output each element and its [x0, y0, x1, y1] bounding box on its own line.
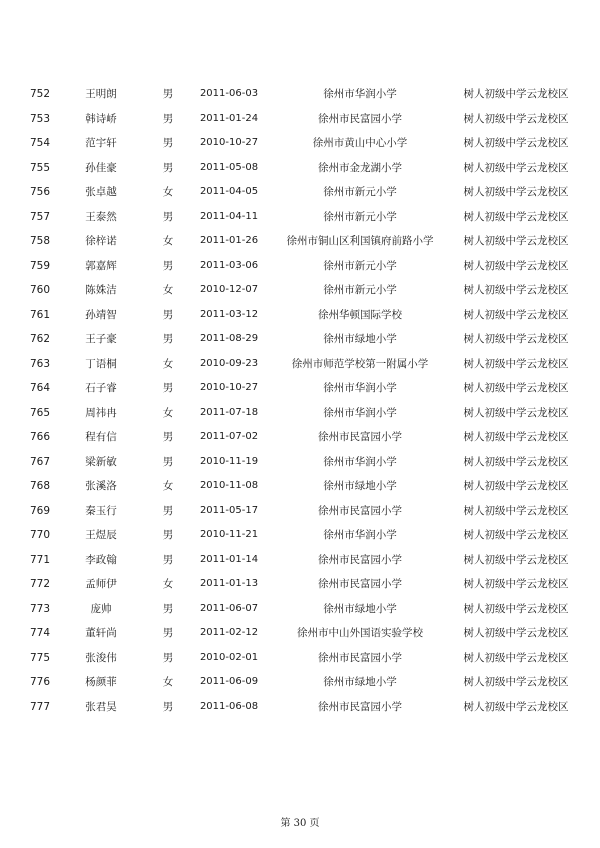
row-number: 757: [29, 210, 51, 223]
primary-school: 徐州市新元小学: [323, 186, 397, 198]
table-row: [0, 646, 600, 671]
assigned-school: 树人初级中学云龙校区: [463, 553, 569, 566]
primary-school: 徐州市绿地小学: [323, 480, 397, 492]
row-number: 762: [29, 333, 51, 345]
primary-school: 徐州市民富园小学: [318, 553, 402, 566]
birth-date: 2011-03-12: [199, 308, 259, 320]
student-gender: 男: [162, 308, 174, 321]
assigned-school: 树人初级中学云龙校区: [463, 627, 569, 639]
student-name: 丁语桐: [85, 357, 117, 370]
primary-school: 徐州市新元小学: [323, 259, 397, 272]
table-row: [0, 450, 600, 475]
primary-school: 徐州市华润小学: [323, 455, 397, 468]
primary-school: 徐州市民富园小学: [318, 112, 402, 125]
row-number: 776: [29, 676, 51, 688]
birth-date: 2010-02-01: [199, 651, 259, 663]
birth-date: 2011-04-11: [199, 210, 259, 222]
birth-date: 2011-05-08: [199, 161, 259, 173]
birth-date: 2011-07-02: [199, 431, 259, 442]
student-name: 石子睿: [85, 382, 117, 394]
assigned-school: 树人初级中学云龙校区: [463, 602, 569, 615]
student-gender: 男: [162, 210, 174, 223]
birth-date: 2011-05-17: [199, 504, 259, 516]
row-number: 756: [29, 186, 51, 198]
row-number: 759: [29, 259, 51, 272]
student-name: 张浚伟: [85, 651, 117, 664]
primary-school: 徐州市绿地小学: [323, 676, 397, 688]
student-gender: 女: [162, 357, 174, 370]
birth-date: 2011-03-06: [199, 259, 259, 271]
table-row: [0, 303, 600, 328]
assigned-school: 树人初级中学云龙校区: [463, 455, 569, 468]
row-number: 772: [29, 578, 51, 590]
primary-school: 徐州市中山外国语实验学校: [297, 627, 423, 639]
student-name: 郭嘉辉: [85, 259, 117, 272]
student-gender: 男: [162, 455, 174, 468]
row-number: 761: [29, 308, 51, 321]
primary-school: 徐州市铜山区利国镇府前路小学: [286, 235, 434, 247]
student-name: 周祎冉: [85, 406, 117, 419]
student-name: 董轩尚: [85, 627, 117, 639]
assigned-school: 树人初级中学云龙校区: [463, 406, 569, 419]
student-gender: 男: [162, 431, 174, 443]
assigned-school: 树人初级中学云龙校区: [463, 504, 569, 517]
birth-date: 2010-10-27: [199, 137, 259, 148]
primary-school: 徐州华顿国际学校: [318, 308, 402, 321]
student-name: 张君昊: [85, 700, 117, 713]
student-name: 范宇轩: [85, 137, 117, 149]
row-number: 752: [29, 88, 51, 100]
table-row: [0, 523, 600, 548]
birth-date: 2010-11-21: [199, 529, 259, 540]
row-number: 763: [29, 357, 51, 370]
student-name: 徐梓诺: [85, 235, 117, 247]
student-list: [0, 82, 600, 719]
table-row: [0, 621, 600, 646]
birth-date: 2011-06-09: [199, 676, 259, 687]
assigned-school: 树人初级中学云龙校区: [463, 112, 569, 125]
birth-date: 2011-01-13: [199, 578, 259, 589]
student-gender: 男: [162, 651, 174, 664]
assigned-school: 树人初级中学云龙校区: [463, 676, 569, 688]
student-gender: 女: [162, 186, 174, 198]
student-gender: 女: [162, 284, 174, 296]
row-number: 768: [29, 480, 51, 492]
primary-school: 徐州市师范学校第一附属小学: [291, 357, 429, 370]
primary-school: 徐州市新元小学: [323, 210, 397, 223]
student-gender: 女: [162, 480, 174, 492]
table-row: [0, 572, 600, 597]
student-name: 王明朗: [85, 88, 117, 100]
student-gender: 女: [162, 235, 174, 247]
primary-school: 徐州市华润小学: [323, 382, 397, 394]
student-gender: 男: [162, 161, 174, 174]
table-row: [0, 376, 600, 401]
primary-school: 徐州市华润小学: [323, 88, 397, 100]
assigned-school: 树人初级中学云龙校区: [463, 284, 569, 296]
page-number: 第 30 页: [280, 818, 320, 829]
student-name: 庞帅: [90, 602, 112, 615]
student-gender: 男: [162, 333, 174, 345]
table-row: [0, 474, 600, 499]
table-row: [0, 327, 600, 352]
table-row: [0, 107, 600, 132]
row-number: 773: [29, 602, 51, 615]
table-row: [0, 156, 600, 181]
birth-date: 2011-07-18: [199, 406, 259, 418]
student-gender: 男: [162, 112, 174, 125]
table-row: [0, 278, 600, 303]
table-row: [0, 548, 600, 573]
assigned-school: 树人初级中学云龙校区: [463, 333, 569, 345]
student-gender: 男: [162, 504, 174, 517]
student-gender: 男: [162, 627, 174, 639]
assigned-school: 树人初级中学云龙校区: [463, 210, 569, 223]
student-name: 张溪洛: [85, 480, 117, 492]
assigned-school: 树人初级中学云龙校区: [463, 431, 569, 443]
student-gender: 女: [162, 578, 174, 590]
assigned-school: 树人初级中学云龙校区: [463, 137, 569, 149]
primary-school: 徐州市华润小学: [323, 406, 397, 419]
student-gender: 男: [162, 529, 174, 541]
table-row: [0, 401, 600, 426]
assigned-school: 树人初级中学云龙校区: [463, 308, 569, 321]
row-number: 766: [29, 431, 51, 443]
birth-date: 2010-11-08: [199, 480, 259, 491]
birth-date: 2010-12-07: [199, 284, 259, 295]
student-name: 韩诗峤: [85, 112, 117, 125]
primary-school: 徐州市民富园小学: [318, 431, 402, 443]
primary-school: 徐州市新元小学: [323, 284, 397, 296]
table-row: [0, 180, 600, 205]
table-row: [0, 670, 600, 695]
student-gender: 男: [162, 382, 174, 394]
row-number: 774: [29, 627, 51, 639]
student-name: 王泰然: [85, 210, 117, 223]
assigned-school: 树人初级中学云龙校区: [463, 480, 569, 492]
primary-school: 徐州市民富园小学: [318, 651, 402, 664]
table-row: [0, 131, 600, 156]
row-number: 770: [29, 529, 51, 541]
primary-school: 徐州市民富园小学: [318, 578, 402, 590]
table-row: [0, 82, 600, 107]
student-name: 孙佳豪: [85, 161, 117, 174]
primary-school: 徐州市金龙湖小学: [318, 161, 402, 174]
table-row: [0, 597, 600, 622]
student-name: 张卓越: [85, 186, 117, 198]
birth-date: 2011-08-29: [199, 333, 259, 344]
assigned-school: 树人初级中学云龙校区: [463, 651, 569, 664]
student-gender: 男: [162, 137, 174, 149]
birth-date: 2010-09-23: [199, 357, 259, 369]
table-row: [0, 205, 600, 230]
student-name: 程有信: [85, 431, 117, 443]
birth-date: 2011-01-24: [199, 112, 259, 124]
table-row: [0, 352, 600, 377]
student-gender: 男: [162, 553, 174, 566]
row-number: 758: [29, 235, 51, 247]
row-number: 769: [29, 504, 51, 517]
table-row: [0, 229, 600, 254]
birth-date: 2011-04-05: [199, 186, 259, 197]
assigned-school: 树人初级中学云龙校区: [463, 529, 569, 541]
student-name: 杨颜菲: [85, 676, 117, 688]
birth-date: 2011-06-03: [199, 88, 259, 99]
table-row: [0, 425, 600, 450]
student-gender: 女: [162, 676, 174, 688]
assigned-school: 树人初级中学云龙校区: [463, 235, 569, 247]
student-name: 王子豪: [85, 333, 117, 345]
primary-school: 徐州市绿地小学: [323, 333, 397, 345]
student-gender: 男: [162, 700, 174, 713]
primary-school: 徐州市华润小学: [323, 529, 397, 541]
student-gender: 男: [162, 88, 174, 100]
primary-school: 徐州市民富园小学: [318, 504, 402, 517]
assigned-school: 树人初级中学云龙校区: [463, 259, 569, 272]
student-gender: 男: [162, 259, 174, 272]
row-number: 777: [29, 700, 51, 713]
student-name: 陈姝洁: [85, 284, 117, 296]
row-number: 753: [29, 112, 51, 125]
row-number: 765: [29, 406, 51, 419]
student-name: 孙靖智: [85, 308, 117, 321]
birth-date: 2011-06-08: [199, 700, 259, 712]
assigned-school: 树人初级中学云龙校区: [463, 382, 569, 394]
row-number: 755: [29, 161, 51, 174]
assigned-school: 树人初级中学云龙校区: [463, 88, 569, 100]
row-number: 760: [29, 284, 51, 296]
row-number: 764: [29, 382, 51, 394]
row-number: 767: [29, 455, 51, 468]
assigned-school: 树人初级中学云龙校区: [463, 357, 569, 370]
birth-date: 2011-06-07: [199, 602, 259, 614]
student-gender: 男: [162, 602, 174, 615]
student-name: 梁新敏: [85, 455, 117, 468]
student-name: 王煜辰: [85, 529, 117, 541]
student-name: 秦玉行: [85, 504, 117, 517]
assigned-school: 树人初级中学云龙校区: [463, 186, 569, 198]
birth-date: 2011-01-26: [199, 235, 259, 246]
birth-date: 2011-02-12: [199, 627, 259, 638]
student-name: 孟师伊: [85, 578, 117, 590]
table-row: [0, 254, 600, 279]
birth-date: 2010-10-27: [199, 382, 259, 393]
row-number: 754: [29, 137, 51, 149]
row-number: 771: [29, 553, 51, 566]
student-gender: 女: [162, 406, 174, 419]
primary-school: 徐州市民富园小学: [318, 700, 402, 713]
birth-date: 2010-11-19: [199, 455, 259, 467]
birth-date: 2011-01-14: [199, 553, 259, 565]
table-row: [0, 499, 600, 524]
table-row: [0, 695, 600, 720]
primary-school: 徐州市绿地小学: [323, 602, 397, 615]
assigned-school: 树人初级中学云龙校区: [463, 700, 569, 713]
assigned-school: 树人初级中学云龙校区: [463, 161, 569, 174]
assigned-school: 树人初级中学云龙校区: [463, 578, 569, 590]
student-name: 李政翰: [85, 553, 117, 566]
primary-school: 徐州市黄山中心小学: [312, 137, 408, 149]
row-number: 775: [29, 651, 51, 664]
